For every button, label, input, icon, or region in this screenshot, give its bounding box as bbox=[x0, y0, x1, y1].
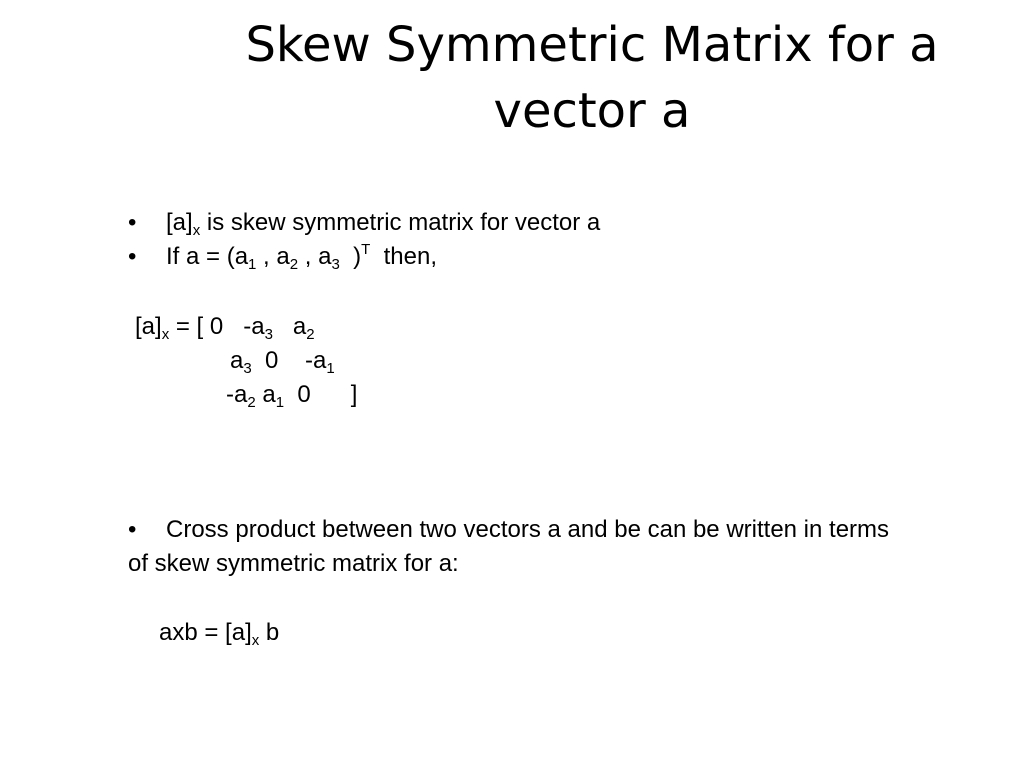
bullet-2-part: , a bbox=[298, 243, 332, 270]
bullet-3-line-1: Cross product between two vectors a and be can be written in terms bbox=[166, 516, 890, 543]
bullet-1-subscript: x bbox=[192, 222, 201, 239]
bullet-1-rest: is skew symmetric matrix for vector a bbox=[200, 209, 601, 236]
matrix-row-2 bbox=[230, 346, 335, 376]
bullet-1-glyph: • bbox=[128, 209, 137, 236]
bullet-2-glyph: • bbox=[128, 243, 137, 270]
bullet-2-part: , a bbox=[256, 243, 290, 270]
title-line-2: vector a bbox=[493, 83, 691, 139]
bullet-2-text bbox=[166, 242, 437, 272]
matrix-part: -a bbox=[226, 381, 248, 408]
bullet-1-text bbox=[166, 208, 600, 238]
matrix-sub: 1 bbox=[275, 394, 285, 411]
matrix-part: 0 ] bbox=[284, 381, 358, 408]
bullet-2-part: If a = (a bbox=[166, 243, 249, 270]
matrix-sub: x bbox=[161, 326, 170, 343]
matrix-row-3 bbox=[226, 380, 357, 410]
bullet-2-part: ) bbox=[339, 243, 362, 270]
matrix-sub: 2 bbox=[247, 394, 256, 411]
formula-part: b bbox=[259, 619, 280, 646]
matrix-part: [a] bbox=[135, 313, 162, 340]
matrix-part: = [ 0 -a bbox=[169, 313, 265, 340]
formula-part: axb = [a] bbox=[159, 619, 252, 646]
title-line-1: Skew Symmetric Matrix for a bbox=[245, 17, 939, 73]
bullet-3-line-2: of skew symmetric matrix for a: bbox=[128, 550, 459, 577]
cross-product-formula bbox=[159, 618, 279, 648]
matrix-part: a bbox=[272, 313, 307, 340]
bullet-2-part: then, bbox=[370, 243, 438, 270]
matrix-part: a bbox=[230, 347, 244, 374]
matrix-part: 0 -a bbox=[251, 347, 327, 374]
bullet-3-glyph: • bbox=[128, 516, 137, 543]
formula-sub: x bbox=[251, 632, 260, 649]
bullet-2-sub-1: 1 bbox=[248, 256, 257, 273]
bullet-2-sub-2: 2 bbox=[289, 256, 299, 273]
matrix-part: a bbox=[255, 381, 276, 408]
matrix-sub: 3 bbox=[264, 326, 273, 343]
slide-title bbox=[180, 12, 1004, 144]
bullet-1-lead: [a] bbox=[166, 209, 193, 236]
matrix-sub: 2 bbox=[306, 326, 315, 343]
matrix-row-1 bbox=[135, 312, 315, 342]
bullet-2-superscript: T bbox=[361, 241, 371, 258]
bullet-2-sub-3: 3 bbox=[331, 256, 340, 273]
matrix-sub: 3 bbox=[243, 360, 252, 377]
matrix-sub: 1 bbox=[326, 360, 335, 377]
